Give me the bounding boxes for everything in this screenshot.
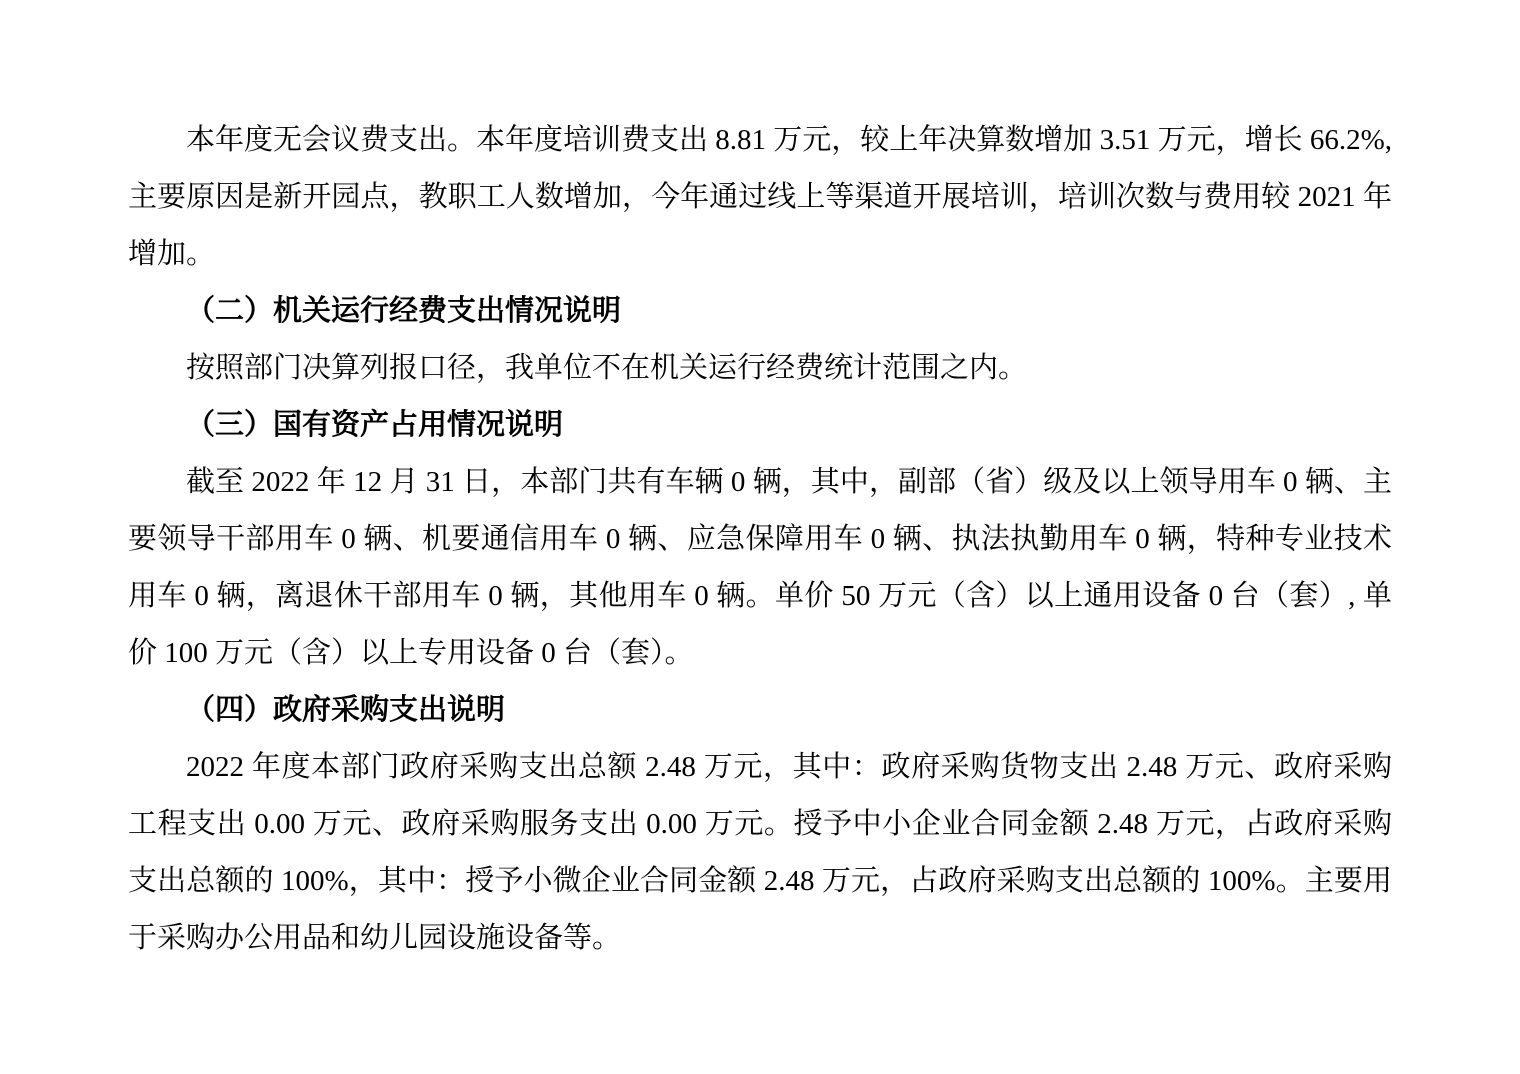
paragraph-state-assets-note: 截至 2022 年 12 月 31 日，本部门共有车辆 0 辆，其中，副部（省）级及以上领导用车 0 辆、主要领导干部用车 0 辆、机要通信用车 0 辆、应急保障用车 0 辆、执法执勤用车 0 辆，特种专业技术用车 0 辆，离退休干部用车 0 辆，其他用车 0 辆。单价 50 万元（含）以上通用设备 0 台（套）, 单价 100 万元（含）以上专用设备 0 台（套）。 — [128, 466, 1392, 669]
heading-section-2-operating-expenses: （二）机关运行经费支出情况说明 — [186, 295, 622, 327]
paragraph-training-fee-note: 本年度无会议费支出。本年度培训费支出 8.81 万元，较上年决算数增加 3.51 万元，增长 66.2%, 主要原因是新开园点，教职工人数增加，今年通过线上等渠道开展培训，培训次数与费用较 2021 年增加。 — [128, 124, 1392, 270]
heading-section-3-state-assets: （三）国有资产占用情况说明 — [186, 409, 564, 441]
document-body — [128, 112, 1392, 967]
paragraph-operating-expenses-note: 按照部门决算列报口径，我单位不在机关运行经费统计范围之内。 — [186, 352, 1028, 384]
heading-section-4-government-procurement: （四）政府采购支出说明 — [186, 694, 506, 726]
paragraph-government-procurement-note: 2022 年度本部门政府采购支出总额 2.48 万元，其中：政府采购货物支出 2.48 万元、政府采购工程支出 0.00 万元、政府采购服务支出 0.00 万元。授予中小企业合同金额 2.48 万元，占政府采购支出总额的 100%，其中：授予小微企业合同金额 2.48 万元，占政府采购支出总额的 100%。主要用于采购办公用品和幼儿园设施设备等。 — [128, 751, 1392, 954]
